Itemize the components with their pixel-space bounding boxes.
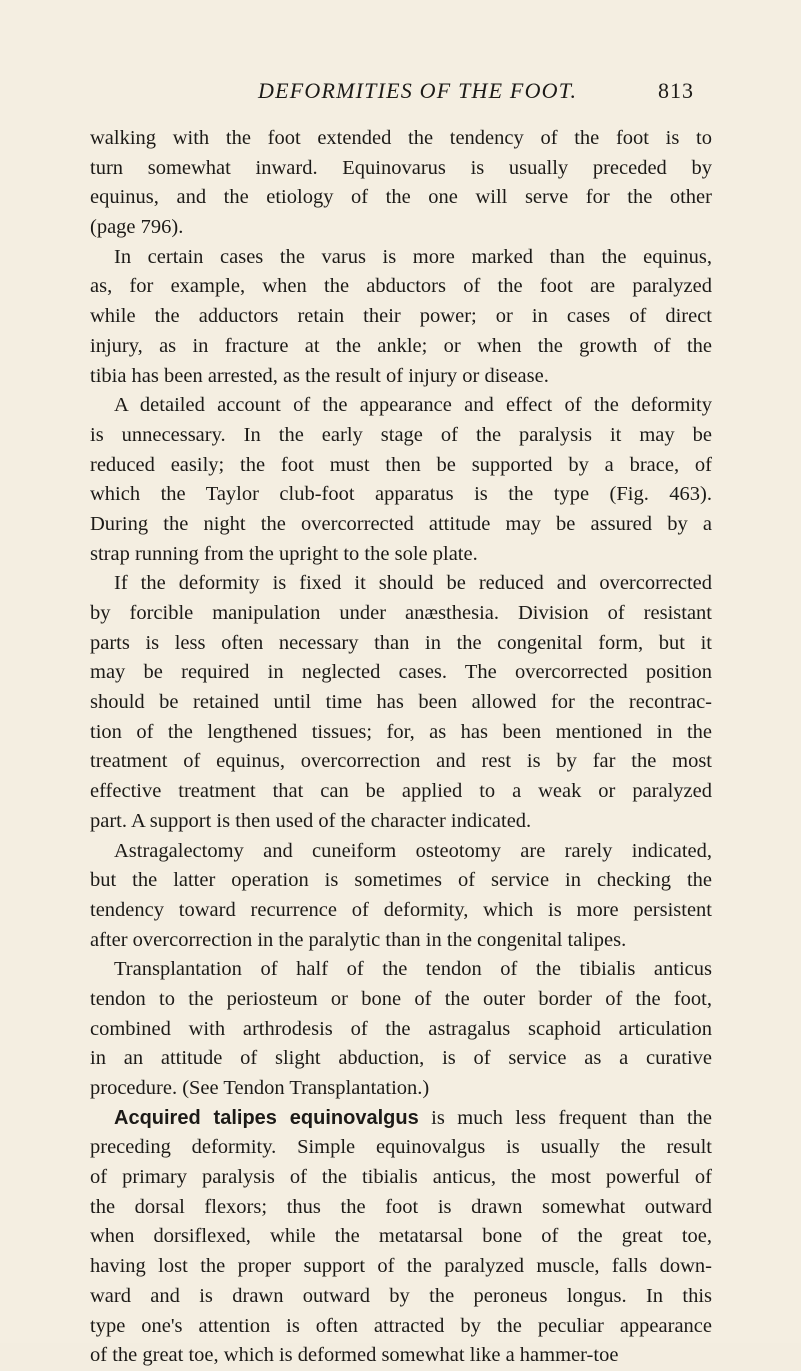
text-line-content: when dorsiflexed, while the metatarsal bone of the great toe, (90, 1225, 712, 1248)
text-line (90, 985, 712, 1015)
text-line-content: ward and is drawn outward by the peroneus longus. In this (90, 1284, 712, 1307)
text-line (90, 807, 712, 837)
text-line-content: by forcible manipulation under anæsthesia. Division of resistant (90, 602, 712, 624)
text-line-content: reduced easily; the foot must then be supported by a brace, of (90, 453, 712, 476)
text-line (90, 1163, 712, 1193)
text-line (90, 955, 712, 985)
text-line (90, 332, 712, 362)
text-line-content: strap running from the upright to the sole plate. (90, 542, 478, 565)
text-line-content: treatment of equinus, overcorrection and rest is by far the most (90, 750, 712, 773)
text-line (90, 688, 712, 718)
text-line (90, 599, 712, 629)
text-line-content: of primary paralysis of the tibialis anticus, the most powerful of (90, 1166, 712, 1189)
text-line (90, 1222, 712, 1252)
text-line (90, 1193, 712, 1223)
text-line (90, 658, 712, 688)
body-text (90, 124, 712, 1371)
text-line-content: turn somewhat inward. Equinovarus is usually preceded by (90, 156, 712, 179)
text-line (90, 154, 712, 184)
text-line-content: tion of the lengthened tissues; for, as has been mentioned in the (90, 720, 712, 743)
text-line-content: tendon to the periosteum or bone of the outer border of the foot, (90, 987, 712, 1010)
text-line (90, 124, 712, 154)
text-line (90, 569, 712, 599)
text-line-content: During the night the overcorrected attitude may be assured by a (90, 512, 712, 535)
text-line-content: having lost the proper support of the paralyzed muscle, falls down- (90, 1255, 712, 1278)
text-line (90, 1074, 712, 1104)
text-line (90, 213, 712, 243)
text-line-content: may be required in neglected cases. The overcorrected position (90, 661, 712, 684)
text-line-content: In certain cases the varus is more marked than the equinus, (114, 245, 712, 268)
text-line-content: effective treatment that can be applied to a weak or paralyzed (90, 780, 712, 803)
text-line-content: (page 796). (90, 216, 184, 239)
text-line-content: is much less frequent than the (431, 1106, 712, 1129)
text-line-content: equinus, and the etiology of the one will serve for the other (90, 186, 712, 209)
text-line-content: part. A support is then used of the character indicated. (90, 809, 532, 832)
text-line (90, 540, 712, 570)
text-line-content: A detailed account of the appearance and effect of the deformity (114, 394, 712, 417)
text-line (90, 302, 712, 332)
text-line-content: preceding deformity. Simple equinovalgus is usually the result (90, 1136, 712, 1159)
text-line-content: of the great toe, which is deformed somewhat like a hammer-toe (90, 1344, 619, 1367)
text-line (90, 480, 712, 510)
text-line-content: after overcorrection in the paralytic than in the congenital talipes. (90, 928, 627, 951)
text-line (90, 1252, 712, 1282)
text-line-content: as, for example, when the abductors of the foot are paralyzed (90, 275, 712, 298)
text-line-content: walking with the foot extended the tendency of the foot is to (90, 127, 712, 149)
text-line (90, 1104, 712, 1134)
page-header (0, 78, 801, 108)
text-line (90, 866, 712, 896)
text-line (90, 421, 712, 451)
text-line (90, 243, 712, 273)
text-line (90, 1282, 712, 1312)
text-line-content: should be retained until time has been allowed for the recontrac- (90, 691, 712, 714)
text-line-content: is unnecessary. In the early stage of the paralysis it may be (90, 423, 712, 446)
text-line (90, 1133, 712, 1163)
text-line-content: while the adductors retain their power; or in cases of direct (90, 305, 712, 328)
text-line (90, 747, 712, 777)
text-line-content: type one's attention is often attracted by the peculiar appearance (90, 1314, 712, 1337)
text-line (90, 183, 712, 213)
page-number: 813 (658, 78, 694, 103)
text-line-content: tendency toward recurrence of deformity, which is more persistent (90, 898, 712, 921)
text-line (90, 926, 712, 956)
text-line (90, 896, 712, 926)
text-line (90, 510, 712, 540)
text-line-content: injury, as in fracture at the ankle; or when the growth of the (90, 334, 712, 357)
text-line (90, 391, 712, 421)
text-line-content: If the deformity is fixed it should be reduced and overcorrected (114, 572, 712, 595)
text-line (90, 777, 712, 807)
text-line-content: procedure. (See Tendon Transplantation.) (90, 1077, 430, 1099)
text-line-content: Transplantation of half of the tendon of the tibialis anticus (114, 958, 712, 981)
text-line-content: Astragalectomy and cuneiform osteotomy are rarely indicated, (114, 839, 712, 862)
text-line-content: parts is less often necessary than in the congenital form, but it (90, 631, 712, 654)
text-line (90, 1015, 712, 1045)
text-line (90, 451, 712, 481)
text-line (90, 837, 712, 867)
text-line-content: in an attitude of slight abduction, is of service as a curative (90, 1047, 712, 1070)
text-line (90, 272, 712, 302)
text-line (90, 1341, 712, 1371)
text-line (90, 1312, 712, 1342)
text-line-content: tibia has been arrested, as the result of injury or disease. (90, 364, 549, 387)
text-line (90, 629, 712, 659)
text-line-content: combined with arthrodesis of the astragalus scaphoid articulation (90, 1017, 712, 1040)
running-title: DEFORMITIES OF THE FOOT. (258, 78, 578, 103)
text-line-content: which the Taylor club-foot apparatus is the type (Fig. 463). (90, 483, 712, 506)
text-line-content: the dorsal flexors; thus the foot is drawn somewhat outward (90, 1195, 712, 1218)
text-line-content: but the latter operation is sometimes of service in checking the (90, 869, 712, 892)
text-line (90, 1044, 712, 1074)
text-line (90, 362, 712, 392)
text-line (90, 718, 712, 748)
section-lead: Acquired talipes equinovalgus (114, 1106, 419, 1129)
